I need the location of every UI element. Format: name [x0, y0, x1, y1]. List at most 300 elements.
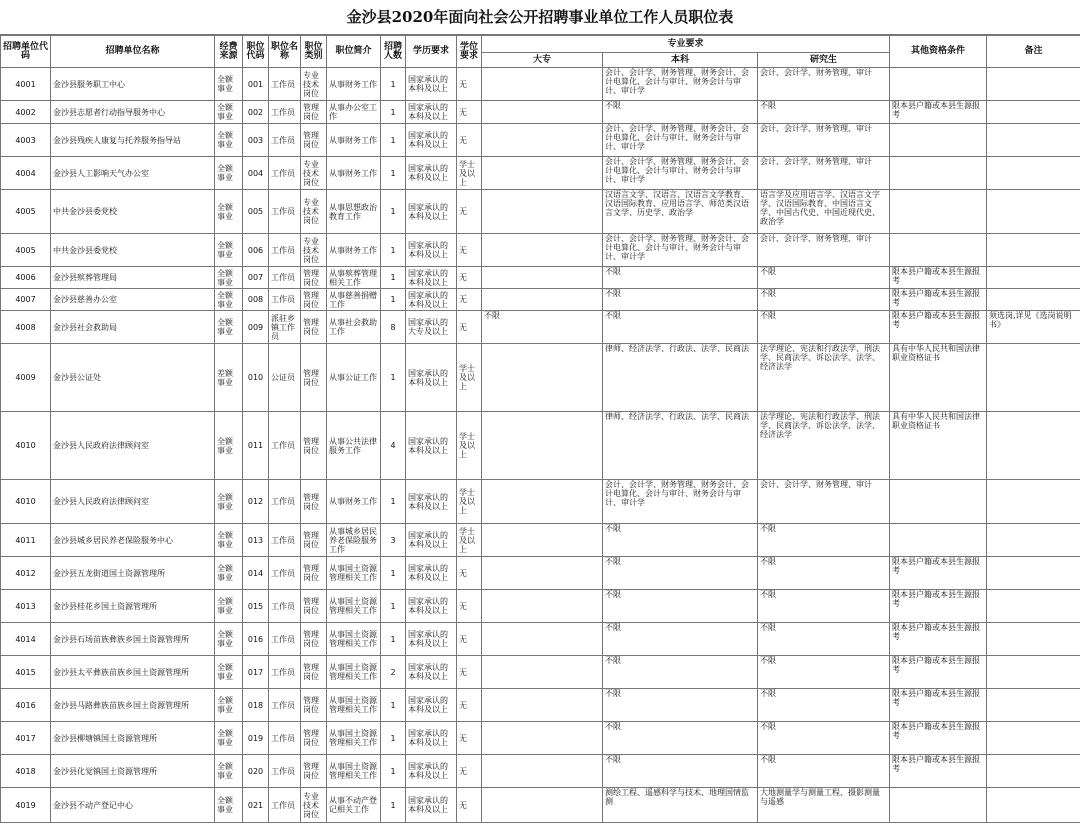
- cell-text: 009: [247, 322, 264, 332]
- cell-text: 学士及以上: [459, 432, 475, 459]
- cell-text: 管理岗位: [303, 696, 319, 714]
- cell-text: 专业技术岗位: [303, 159, 319, 187]
- cell-text: 律师、经济法学、行政法、法学、民商法: [605, 344, 749, 353]
- cell-text: 国家承认的本科及以上: [408, 564, 448, 582]
- cell-text: 中共金沙县委党校: [53, 207, 117, 216]
- cell-benke: [603, 755, 758, 788]
- table-row: [1, 68, 1080, 101]
- cell-text: 金沙县不动产登记中心: [53, 800, 133, 810]
- cell-text: 全额事业: [217, 75, 233, 93]
- cell-benke: [603, 101, 758, 124]
- cell-position-type: [301, 289, 327, 311]
- cell-remark: [987, 68, 1080, 101]
- cell-text: 从事慈善捐赠工作: [329, 290, 377, 309]
- cell-unit-name: [51, 101, 215, 124]
- cell-text: 工作员: [271, 273, 295, 282]
- cell-text: 会计、会计学、财务管理、审计: [760, 124, 872, 133]
- cell-position-name: [269, 157, 301, 190]
- cell-dazhuan: [482, 788, 603, 823]
- cell-unit-code: [1, 722, 51, 755]
- cell-text: 金沙县志愿者行动指导服务中心: [53, 107, 165, 117]
- cell-text: 不限: [605, 267, 621, 276]
- cell-text: 021: [247, 800, 264, 810]
- cell-text: 国家承认的本科及以上: [408, 164, 448, 182]
- cell-text: 不限: [605, 311, 621, 320]
- cell-position-desc: [327, 722, 381, 755]
- cell-position-type: [301, 590, 327, 623]
- cell-unit-code: [1, 755, 51, 788]
- cell-text: 4014: [15, 634, 36, 644]
- cell-text: 从事国土资源管理相关工作: [329, 564, 377, 582]
- header-unit-code: 招聘单位代码: [1, 36, 51, 68]
- cell-yanjiu: [758, 289, 890, 311]
- header-position-desc: 职位简介: [327, 36, 381, 68]
- cell-text: 国家承认的本科及以上: [408, 202, 448, 221]
- cell-position-name: [269, 590, 301, 623]
- cell-benke: [603, 590, 758, 623]
- cell-text: 限本县户籍或本县生源报考: [892, 623, 980, 641]
- cell-text: 国家承认的本科及以上: [408, 796, 448, 814]
- cell-position-name: [269, 755, 301, 788]
- cell-text: 无: [459, 295, 467, 304]
- cell-text: 从事财务工作: [329, 497, 377, 506]
- table-row: [1, 124, 1080, 157]
- cell-unit-code: [1, 788, 51, 823]
- cell-text: 全额事业: [217, 630, 233, 648]
- cell-degree: [457, 68, 482, 101]
- cell-position-name: [269, 311, 301, 344]
- cell-other-qualification: [890, 412, 987, 480]
- cell-position-code: [243, 656, 269, 689]
- cell-position-name: [269, 623, 301, 656]
- cell-unit-code: [1, 656, 51, 689]
- cell-text: 国家承认的本科及以上: [408, 368, 448, 387]
- cell-text: 金沙县人民政府法律顾问室: [53, 441, 149, 450]
- cell-funding: [215, 344, 243, 412]
- cell-text: 007: [247, 273, 264, 282]
- cell-text: 国家承认的本科及以上: [408, 597, 448, 615]
- cell-text: 管理岗位: [303, 630, 319, 648]
- cell-text: 4008: [15, 322, 36, 332]
- cell-unit-name: [51, 788, 215, 823]
- cell-dazhuan: [482, 311, 603, 344]
- cell-text: 不限: [760, 267, 776, 276]
- cell-dazhuan: [482, 101, 603, 124]
- cell-dazhuan: [482, 557, 603, 590]
- cell-unit-code: [1, 68, 51, 101]
- cell-yanjiu: [758, 788, 890, 823]
- cell-other-qualification: [890, 590, 987, 623]
- cell-text: 4015: [15, 667, 36, 677]
- cell-position-desc: [327, 755, 381, 788]
- cell-position-desc: [327, 788, 381, 823]
- cell-position-code: [243, 311, 269, 344]
- cell-benke: [603, 157, 758, 190]
- table-row: [1, 755, 1080, 788]
- cell-other-qualification: [890, 755, 987, 788]
- cell-other-qualification: [890, 190, 987, 234]
- cell-count: [381, 344, 406, 412]
- cell-unit-name: [51, 656, 215, 689]
- cell-other-qualification: [890, 524, 987, 557]
- cell-position-type: [301, 722, 327, 755]
- cell-education: [406, 722, 457, 755]
- cell-text: 不限: [760, 524, 776, 533]
- cell-text: 无: [459, 568, 467, 578]
- cell-funding: [215, 689, 243, 722]
- cell-position-desc: [327, 480, 381, 524]
- cell-dazhuan: [482, 124, 603, 157]
- cell-text: 无: [459, 634, 467, 644]
- cell-position-code: [243, 289, 269, 311]
- cell-remark: [987, 124, 1080, 157]
- cell-position-name: [269, 68, 301, 101]
- cell-text: 限本县户籍或本县生源报考: [892, 267, 980, 285]
- cell-text: 从事国土资源管理相关工作: [329, 597, 377, 615]
- cell-education: [406, 557, 457, 590]
- cell-yanjiu: [758, 412, 890, 480]
- cell-degree: [457, 190, 482, 234]
- cell-text: 工作员: [271, 168, 295, 178]
- header-education: 学历要求: [406, 36, 457, 68]
- cell-unit-name: [51, 267, 215, 289]
- cell-yanjiu: [758, 557, 890, 590]
- table-row: [1, 289, 1080, 311]
- cell-text: 全额事业: [217, 796, 233, 814]
- cell-position-type: [301, 755, 327, 788]
- cell-text: 专业技术岗位: [303, 70, 319, 98]
- cell-position-code: [243, 124, 269, 157]
- cell-text: 工作员: [271, 733, 295, 743]
- cell-text: 012: [247, 497, 264, 506]
- cell-count: [381, 157, 406, 190]
- header-major: 专业要求: [482, 36, 890, 53]
- cell-unit-name: [51, 289, 215, 311]
- cell-dazhuan: [482, 689, 603, 722]
- cell-yanjiu: [758, 68, 890, 101]
- cell-benke: [603, 722, 758, 755]
- cell-text: 管理岗位: [303, 436, 319, 455]
- cell-other-qualification: [890, 722, 987, 755]
- cell-position-type: [301, 412, 327, 480]
- cell-funding: [215, 101, 243, 124]
- cell-position-name: [269, 289, 301, 311]
- cell-text: 金沙县太平彝族苗族乡国土资源管理所: [53, 667, 189, 677]
- cell-other-qualification: [890, 623, 987, 656]
- cell-education: [406, 267, 457, 289]
- cell-unit-name: [51, 480, 215, 524]
- cell-unit-name: [51, 722, 215, 755]
- cell-text: 工作员: [271, 107, 295, 117]
- header-unit-name: 招聘单位名称: [51, 36, 215, 68]
- cell-unit-code: [1, 689, 51, 722]
- cell-position-desc: [327, 190, 381, 234]
- cell-degree: [457, 590, 482, 623]
- cell-text: 工作员: [271, 766, 295, 776]
- cell-position-code: [243, 267, 269, 289]
- cell-text: 限本县户籍或本县生源报考: [892, 656, 980, 674]
- cell-text: 国家承认的本科及以上: [408, 290, 448, 309]
- cell-text: 4001: [15, 79, 36, 89]
- cell-text: 工作员: [271, 535, 295, 545]
- cell-count: [381, 656, 406, 689]
- cell-education: [406, 344, 457, 412]
- cell-position-code: [243, 68, 269, 101]
- cell-education: [406, 311, 457, 344]
- cell-education: [406, 412, 457, 480]
- cell-text: 无: [459, 667, 467, 677]
- cell-unit-code: [1, 590, 51, 623]
- cell-count: [381, 722, 406, 755]
- cell-benke: [603, 124, 758, 157]
- cell-unit-name: [51, 190, 215, 234]
- cell-position-code: [243, 557, 269, 590]
- cell-unit-code: [1, 480, 51, 524]
- cell-yanjiu: [758, 267, 890, 289]
- cell-position-name: [269, 788, 301, 823]
- cell-text: 会计、会计学、财务管理、审计: [760, 68, 872, 77]
- cell-degree: [457, 267, 482, 289]
- cell-position-code: [243, 344, 269, 412]
- cell-unit-code: [1, 234, 51, 267]
- cell-yanjiu: [758, 623, 890, 656]
- cell-text: 国家承认的大专及以上: [408, 318, 448, 336]
- cell-text: 1: [390, 295, 396, 304]
- cell-text: 金沙县服务职工中心: [53, 79, 125, 89]
- cell-text: 从事国土资源管理相关工作: [329, 630, 377, 648]
- cell-yanjiu: [758, 722, 890, 755]
- cell-text: 国家承认的本科及以上: [408, 492, 448, 511]
- cell-benke: [603, 412, 758, 480]
- cell-funding: [215, 656, 243, 689]
- cell-position-code: [243, 157, 269, 190]
- cell-benke: [603, 68, 758, 101]
- cell-text: 001: [247, 79, 264, 89]
- cell-count: [381, 311, 406, 344]
- cell-text: 013: [247, 535, 264, 545]
- table-row: [1, 656, 1080, 689]
- cell-dazhuan: [482, 190, 603, 234]
- cell-funding: [215, 311, 243, 344]
- cell-text: 4013: [15, 601, 36, 611]
- cell-remark: [987, 623, 1080, 656]
- cell-text: 005: [247, 207, 264, 216]
- cell-position-code: [243, 755, 269, 788]
- cell-text: 从事城乡居民养老保险服务工作: [329, 526, 377, 554]
- cell-position-desc: [327, 289, 381, 311]
- cell-text: 法学理论、宪法和行政法学、刑法学、民商法学、诉讼法学、法学、经济法学: [760, 344, 880, 371]
- cell-yanjiu: [758, 101, 890, 124]
- table-row: [1, 788, 1080, 823]
- cell-text: 学士及以上: [459, 526, 475, 554]
- cell-education: [406, 689, 457, 722]
- cell-text: 限本县户籍或本县生源报考: [892, 101, 980, 119]
- cell-text: 1: [390, 733, 396, 743]
- cell-position-desc: [327, 524, 381, 557]
- cell-benke: [603, 267, 758, 289]
- cell-text: 工作员: [271, 634, 295, 644]
- cell-dazhuan: [482, 157, 603, 190]
- cell-funding: [215, 412, 243, 480]
- cell-unit-code: [1, 412, 51, 480]
- cell-funding: [215, 788, 243, 823]
- cell-remark: [987, 267, 1080, 289]
- cell-yanjiu: [758, 157, 890, 190]
- cell-remark: [987, 590, 1080, 623]
- cell-text: 会计、会计学、财务管理、审计: [760, 157, 872, 166]
- cell-text: 从事不动产登记相关工作: [329, 796, 377, 814]
- cell-text: 国家承认的本科及以上: [408, 75, 448, 93]
- cell-text: 专业技术岗位: [303, 236, 319, 264]
- position-table: [0, 35, 1080, 823]
- cell-other-qualification: [890, 157, 987, 190]
- cell-text: 1: [390, 634, 396, 644]
- cell-text: 限本县户籍或本县生源报考: [892, 311, 980, 329]
- cell-unit-code: [1, 557, 51, 590]
- cell-dazhuan: [482, 267, 603, 289]
- cell-degree: [457, 722, 482, 755]
- cell-text: 派驻乡镇工作员: [271, 313, 295, 341]
- cell-text: 金沙县五龙街道国土资源管理所: [53, 568, 165, 578]
- cell-count: [381, 623, 406, 656]
- cell-position-type: [301, 557, 327, 590]
- cell-position-type: [301, 267, 327, 289]
- table-row: [1, 557, 1080, 590]
- cell-dazhuan: [482, 480, 603, 524]
- cell-remark: [987, 289, 1080, 311]
- cell-text: 全额事业: [217, 492, 233, 511]
- cell-unit-code: [1, 101, 51, 124]
- cell-text: 法学理论、宪法和行政法学、刑法学、民商法学、诉讼法学、法学、经济法学: [760, 412, 880, 439]
- cell-text: 不限: [760, 557, 776, 566]
- cell-text: 4010: [15, 497, 36, 506]
- cell-text: 4017: [15, 733, 36, 743]
- cell-text: 从事社会救助工作: [329, 318, 377, 336]
- cell-text: 不限: [605, 590, 621, 599]
- cell-text: 具有中华人民共和国法律职业资格证书: [892, 412, 980, 430]
- cell-position-type: [301, 656, 327, 689]
- header-position-type: 职位类别: [301, 36, 327, 68]
- cell-text: 金沙县殡葬管理局: [53, 273, 117, 282]
- cell-position-desc: [327, 623, 381, 656]
- cell-other-qualification: [890, 234, 987, 267]
- cell-other-qualification: [890, 788, 987, 823]
- cell-unit-name: [51, 557, 215, 590]
- cell-text: 工作员: [271, 601, 295, 611]
- cell-text: 金沙县人民政府法律顾问室: [53, 497, 149, 506]
- cell-funding: [215, 267, 243, 289]
- cell-count: [381, 590, 406, 623]
- cell-text: 金沙县柳塘镇国土资源管理所: [53, 733, 157, 743]
- cell-count: [381, 289, 406, 311]
- cell-text: 010: [247, 373, 264, 382]
- cell-funding: [215, 722, 243, 755]
- cell-unit-code: [1, 344, 51, 412]
- cell-text: 从事国土资源管理相关工作: [329, 762, 377, 780]
- table-row: [1, 157, 1080, 190]
- cell-text: 4004: [15, 168, 36, 178]
- cell-other-qualification: [890, 289, 987, 311]
- cell-text: 无: [459, 800, 467, 810]
- cell-text: 工作员: [271, 667, 295, 677]
- cell-benke: [603, 344, 758, 412]
- cell-funding: [215, 68, 243, 101]
- cell-text: 工作员: [271, 207, 295, 216]
- cell-text: 无: [459, 766, 467, 776]
- cell-position-type: [301, 480, 327, 524]
- cell-dazhuan: [482, 623, 603, 656]
- cell-remark: [987, 557, 1080, 590]
- cell-education: [406, 157, 457, 190]
- cell-text: 4006: [15, 273, 36, 282]
- cell-position-code: [243, 524, 269, 557]
- cell-remark: [987, 755, 1080, 788]
- cell-text: 018: [247, 700, 264, 710]
- table-row: [1, 190, 1080, 234]
- cell-benke: [603, 557, 758, 590]
- cell-unit-code: [1, 311, 51, 344]
- cell-position-name: [269, 480, 301, 524]
- cell-text: 全额事业: [217, 663, 233, 681]
- cell-yanjiu: [758, 190, 890, 234]
- page-title: 金沙县2020年面向社会公开招聘事业单位工作人员职位表: [0, 0, 1080, 35]
- cell-text: 金沙县化觉镇国土资源管理所: [53, 766, 157, 776]
- cell-text: 全额事业: [217, 318, 233, 336]
- cell-text: 4005: [15, 245, 36, 255]
- cell-text: 从事殡葬管理相关工作: [329, 268, 377, 287]
- cell-position-type: [301, 234, 327, 267]
- cell-unit-code: [1, 289, 51, 311]
- cell-text: 从事公共法律服务工作: [329, 436, 377, 455]
- cell-text: 从事财务工作: [329, 245, 377, 255]
- cell-text: 金沙县残疾人康复与托养服务指导站: [53, 135, 181, 145]
- cell-text: 无: [459, 700, 467, 710]
- cell-text: 4016: [15, 700, 36, 710]
- cell-text: 4018: [15, 766, 36, 776]
- cell-remark: [987, 190, 1080, 234]
- cell-text: 从事办公室工作: [329, 103, 377, 121]
- cell-degree: [457, 656, 482, 689]
- cell-text: 从事财务工作: [329, 79, 377, 89]
- cell-text: 从事国土资源管理相关工作: [329, 663, 377, 681]
- cell-text: 无: [459, 135, 467, 145]
- cell-education: [406, 590, 457, 623]
- cell-text: 4007: [15, 295, 36, 304]
- cell-degree: [457, 157, 482, 190]
- cell-unit-code: [1, 267, 51, 289]
- cell-remark: [987, 344, 1080, 412]
- cell-text: 4003: [15, 135, 36, 145]
- cell-text: 学士及以上: [459, 364, 475, 391]
- cell-text: 国家承认的本科及以上: [408, 630, 448, 648]
- cell-position-type: [301, 344, 327, 412]
- cell-remark: [987, 524, 1080, 557]
- cell-position-type: [301, 157, 327, 190]
- cell-benke: [603, 623, 758, 656]
- cell-funding: [215, 557, 243, 590]
- cell-text: 管理岗位: [303, 318, 319, 336]
- cell-position-name: [269, 124, 301, 157]
- cell-text: 国家承认的本科及以上: [408, 663, 448, 681]
- cell-education: [406, 234, 457, 267]
- cell-position-name: [269, 412, 301, 480]
- cell-text: 无: [459, 79, 467, 89]
- cell-dazhuan: [482, 524, 603, 557]
- cell-text: 国家承认的本科及以上: [408, 531, 448, 549]
- cell-count: [381, 101, 406, 124]
- cell-position-name: [269, 524, 301, 557]
- cell-position-name: [269, 190, 301, 234]
